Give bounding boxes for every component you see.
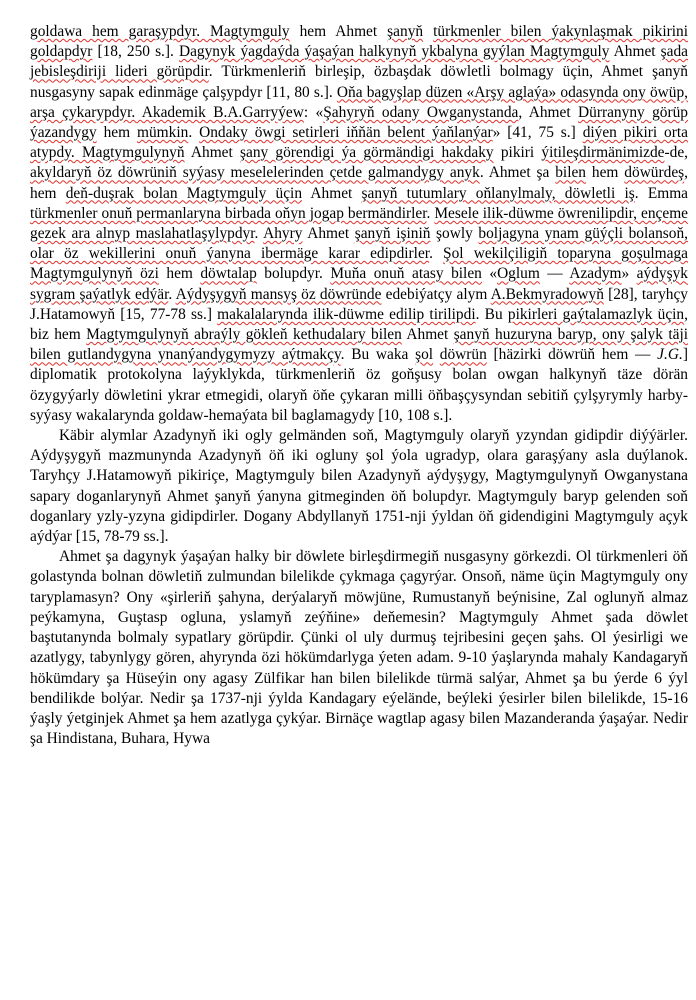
flagged-text: Magtymgulynyň abraýly gökleň kethudalary bilen: [86, 326, 402, 344]
flagged-text: boljagyna ynam güýçli bolansoň, olar öz wekillerini onuň ýanyna ibermäge karar edipdirler: [30, 225, 688, 263]
body-text: «: [481, 265, 498, 283]
body-text: Ahmet şa dagynyk ýaşaýan halky bir döwlete birleşdirmegiň nusgasyny görkezdi. Ol türkmenleri öň golastynda bolnan döwletiň zulmundan bilelikde çykmaga çagyrýar. Onsoň, näme üçin Magtymguly ony taryplamasyn? Ony «şirleriň şahyna, derýalaryň möwjüne, Rumustanyň beýnisine, Zal oglunyň almaz peýkamyna, Guştasp ogluna, yslamyň zeýňine» deňemesin? Magtymguly Ahmet şada döwlet baştutanynda bolmaly sypatlary görüpdir. Çünki ol uly durmuş tejribesini geçen şahs. Ol ýesirligi we azatlygy, tabynlygy gören, ahyrynda özi hökümdarlyga ýeten adam. 9-10 ýaşlarynda mahaly Kandagaryň hökümdary şa Hüseýin ony agasy Zülfikar han bilen bilelikde türmä salýar, Ahmet şa bu ýerde 6 ýyl bendilikde bolýar. Nedir şa 1737-nji ýylda Kandagary eýelände, beýleki ýesirler bilen bilelikde, 15-16 ýaşly ýetginjek Ahmet şa hem azatlyga çykýar. Birnäçe wagtlap agasy bilen Mazanderanda ýaşaýar. Nedir şa Hindistana, Buhara, Hywa: [30, 548, 688, 748]
paragraph-3: [30, 547, 688, 749]
paragraph-1: [30, 22, 688, 426]
body-text: .: [429, 245, 444, 263]
body-text: , hem: [30, 164, 688, 202]
flagged-text: türkmenler onuň permanlaryna birbada oňyn jogap bermändirler: [30, 204, 427, 222]
body-text: . Emma: [634, 184, 688, 202]
flagged-text: döwtalap: [200, 265, 257, 283]
body-text: » [41, 75 s.]: [492, 124, 583, 142]
flagged-text: Oňa bagyşlap düzen «Arşy aglaýa» odasynda ony öwüp, arşa çykarypdyr. Akademik B.A.Garryýew: [30, 83, 688, 121]
body-text: şowly: [430, 225, 479, 243]
body-text: edebiýatçy alym: [381, 285, 491, 303]
flagged-text: Dürranyny görüp ýazandygy: [30, 103, 688, 142]
flagged-text: Azadym: [569, 265, 622, 283]
body-text: : «: [303, 103, 324, 121]
body-text: J.G.: [657, 346, 683, 364]
flagged-text: Dagynyk ýagdaýda ýaşaýan halkynyň ykbalyna gyýlan Magtymguly: [178, 43, 610, 61]
body-text: pikiri: [493, 144, 542, 162]
body-text: Ahmet: [302, 225, 355, 243]
body-text: —: [539, 265, 570, 283]
body-text: . Türkmenleriň birleşip, özbaşdak döwletli bolmagy üçin, Ahmet şanyň nusgasyny sapak edinmäge çalşypdyr [11, 80 s.].: [30, 63, 688, 101]
flagged-text: şany görendigi ýa görmändigi hakdaky: [240, 144, 494, 162]
body-text: -de,: [664, 144, 689, 162]
flagged-text: döwürdeş: [624, 164, 685, 182]
paragraph-2: [30, 426, 688, 547]
body-text: hem: [96, 124, 137, 142]
body-text: Ahmet: [302, 184, 362, 202]
flagged-text: Şahyryň odany Owganystanda: [323, 103, 519, 121]
flagged-text: akyldaryň öz döwrüniň syýasy meselelerinden çetde galmandygy anyk: [30, 164, 480, 182]
body-text: .: [254, 225, 264, 243]
body-text: . Bu waka: [340, 346, 416, 364]
flagged-text: döwrün: [439, 346, 487, 364]
body-text: hem: [586, 164, 625, 182]
flagged-text: A.Bekmyradowyň: [490, 285, 604, 303]
flagged-text: Muňa onuň atasy bilen: [330, 265, 482, 283]
flagged-text: şada jebisleşdiriji lideri görüpdir: [30, 43, 688, 81]
flagged-text: aýdyşyk sygram şaýatlyk edýär: [30, 265, 688, 303]
body-text: Ahmet: [184, 144, 240, 162]
flagged-text: goldawa hem garaşypdyr. Magtymguly: [30, 23, 290, 40]
flagged-text: Ahyry: [263, 225, 303, 243]
flagged-text: Oglum: [497, 265, 540, 283]
body-text: . Bu: [475, 305, 508, 323]
body-text: , Ahmet: [518, 103, 579, 121]
body-text: .: [426, 204, 435, 222]
flagged-text: şanyň tutumlary oňlanylmaly, döwletli iş: [361, 184, 635, 202]
flagged-text: makalalarynda ilik-düwme edilip tirilipdi: [217, 305, 476, 323]
body-text: [18, 250 s.].: [92, 43, 179, 61]
flagged-text: Şol wekilçiligiň toparyna goşulmaga Magtymgulynyň özi: [30, 245, 688, 283]
body-text: Käbir alymlar Azadynyň iki ogly gelmänden soň, Magtymguly olaryň yzyndan gidipdir diýýärler. Aýdyşygyň mazmunynda Azadynyň öň iki ogluny şol ýola ugradyp, olara garaşýany asla duýlanok. Taryhçy J.Hatamowyň pikiriçe, Magtymguly bilen Azadynyň aýdyşygy, Magtymgulynyň Owganystana sapary doganlarynyň Ahmet şanyň ýanyna gitmeginden öň bolupdyr. Magtymguly baryp gelenden soň doganlary yzly-yzyna gidipdirler. Dogany Abdyllanyň 1751-nji ýyldan öň gidendigini Magtymguly açyk aýdýar [15, 78-79 ss.].: [30, 427, 688, 546]
flagged-text: şanyň huzuryna baryp, ony şalyk täji bilen gutlandygyna ynanýandygymyzy aýtmakçy: [30, 326, 689, 364]
flagged-text: Mesele ilik-düwme öwrenilipdir, ençeme gezek ara alnyp maslahatlaşylypdyr: [30, 204, 688, 243]
flagged-text: türkmenler bilen ýakynlaşmak pikirini goldapdyr: [30, 23, 688, 61]
flagged-text: ýitileşdirmänimizde: [541, 144, 665, 162]
flagged-text: şanyň: [387, 23, 424, 40]
body-text: [häzirki döwrüň hem —: [486, 346, 658, 364]
body-text: hem Ahmet: [289, 23, 388, 40]
body-text: ] diplomatik protokolyna laýyklykda, türkmenleriň öz goňşusy bolan owgan halkynyň täze dörän özygyýarly döwletini ykrar etmegidi, olaryň öňe çykaran milli öňbaşçysyndan sebitiň çylşyrymly harby-syýasy wakalarynda goldaw-hemaýata bil baglamagydy [10, 108 s.].: [30, 346, 688, 424]
flagged-text: pikirleri gaýtalamazlyk üçin: [507, 305, 685, 323]
body-text: »: [621, 265, 637, 283]
body-text: Ahmet: [609, 43, 661, 61]
body-text: [423, 23, 433, 40]
flagged-text: şol: [415, 346, 434, 364]
body-text: .: [168, 285, 176, 303]
flagged-text: mümkin: [137, 124, 189, 142]
body-text: [28], taryhçy J.Hatamowyň [15, 77-78 ss.]: [30, 285, 688, 323]
flagged-text: Ondaky öwgi setirleri iňňän belent ýaňlanýar: [199, 124, 493, 142]
flagged-text: Aýdyşygyň mansyş öz döwründe: [175, 285, 382, 303]
flagged-text: şanyň işiniň: [354, 225, 431, 243]
body-text: .: [188, 124, 200, 142]
body-text: [433, 346, 440, 363]
flagged-text: deň-duşrak bolan Magtymguly üçin: [65, 184, 303, 202]
flagged-text: bilen: [555, 164, 586, 182]
body-text: bolupdyr.: [256, 265, 331, 283]
body-text: hem: [158, 265, 201, 283]
body-text: . Ahmet şa: [479, 164, 556, 182]
body-text: Ahmet: [401, 326, 454, 344]
body-text: , biz hem: [30, 305, 688, 344]
flagged-text: diýen pikiri orta atypdy. Magtymgulynyň: [30, 124, 688, 162]
